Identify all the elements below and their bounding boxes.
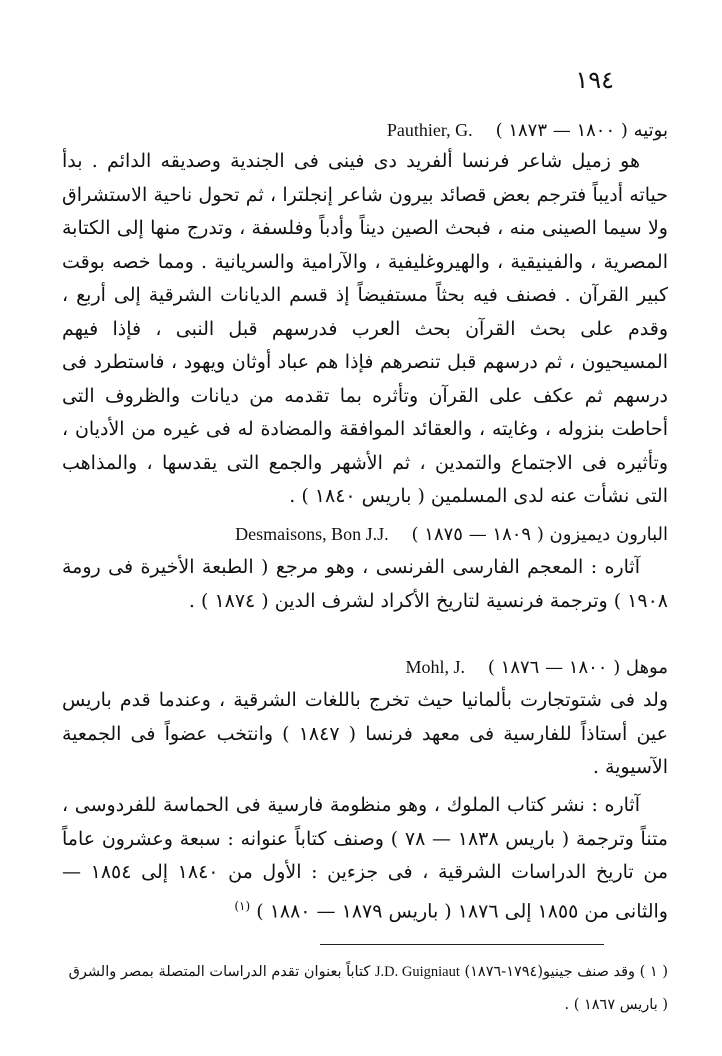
entry-heading-latin: Mohl, J. <box>405 657 466 677</box>
entry-paragraph: آثاره : المعجم الفارسى الفرنسى ، وهو مرجع ( الطبعة الأخيرة فى رومة ١٩٠٨ ) وترجمة فرنسية لتاريخ الأكراد لشرف الدين ( ١٨٧٤ ) . <box>62 556 668 612</box>
footnote-prefix: ( ١ ) وقد صنف جينيو(١٧٩٤-١٨٧٦) <box>464 964 668 980</box>
footnote-latin: J.D. Guigniaut <box>374 964 460 980</box>
footnote-suffix: كتاباً بعنوان تقدم الدراسات المتصلة بمصر والشرق ( باريس ١٨٦٧ ) . <box>68 964 668 1013</box>
entry-paragraph: ولد فى شتوتجارت بألمانيا حيث تخرج باللغات الشرقية ، وعندما قدم باريس عين أستاذاً للفارسية فى معهد فرنسا ( ١٨٤٧ ) وانتخب عضواً فى الجمعية الآسيوية . <box>62 689 668 778</box>
footnote-marker: (١) <box>234 898 251 913</box>
entry-heading-pauthier <box>387 120 668 141</box>
page-number: ١٩٤ <box>575 66 614 94</box>
entry-heading-latin: Pauthier, G. <box>386 120 473 140</box>
footnote <box>62 956 668 1022</box>
entry-heading-arabic: البارون ديميزون ( ١٨٠٩ — ١٨٧٥ ) <box>411 524 668 545</box>
entry-heading-arabic: بوتيه ( ١٨٠٠ — ١٨٧٣ ) <box>495 120 668 141</box>
entry-paragraph: هو زميل شاعر فرنسا ألفريد دى فينى فى الجندية وصديقه الدائم . بدأ حياته أديباً فترجم بعض قصائد بيرون شاعر إنجلترا ، ثم تحول ناحية الاستشراق ولا سيما الصينى منه ، فبحث الصين ديناً وأدباً وفلسفة ، وتدرج منها إلى الكتابة المصرية ، والفينيقية ، والهيروغليفية ، والآرامية والسريانية . ومما خصه بوقت كبير القرآن . فصنف فيه بحثاً مستفيضاً إذ قسم الديانات الشرقية إلى أربع ، وقدم على بحث القرآن بحث العرب فدرسهم قبل النبى ، فإذا فيهم المسيحيون ، ثم درسهم قبل تنصرهم فإذا هم عباد أوثان ويهود ، فاستطرد فى درسهم ثم عكف على القرآن وتأثره بما تقدمه من ديانات والظروف التى أحاطت بنزوله ، وغايته ، والعقائد الموافقة والمضادة له فى غيره من الأديان ، وتأثيره فى الاجتماع والتمدين ، ثم الأشهر والجمع التى يقدسها ، والمذاهب التى نشأت عنه لدى المسلمين ( باريس ١٨٤٠ ) . <box>62 150 668 507</box>
entry-heading-latin: Desmaisons, Bon J.J. <box>235 524 389 544</box>
entry-paragraph-text: آثاره : نشر كتاب الملوك ، وهو منظومة فارسية فى الحماسة للفردوسى ، متناً وترجمة ( باريس ١٨٣٨ — ٧٨ ) وصنف كتاباً عنوانه : سبعة وعشرون عاماً من تاريخ الدراسات الشرقية ، فى جزءين : الأول من ١٨٤٠ إلى ١٨٥٤ — والثانى من ١٨٥٥ إلى ١٨٧٦ ( باريس ١٨٧٩ — ١٨٨٠ ) <box>62 794 668 922</box>
footnote-divider <box>320 944 604 945</box>
entry-heading-desmaisons <box>235 524 668 545</box>
entry-heading-arabic: موهل ( ١٨٠٠ — ١٨٧٦ ) <box>487 657 668 678</box>
entry-heading-mohl <box>406 657 668 678</box>
entry-paragraph <box>62 789 668 928</box>
